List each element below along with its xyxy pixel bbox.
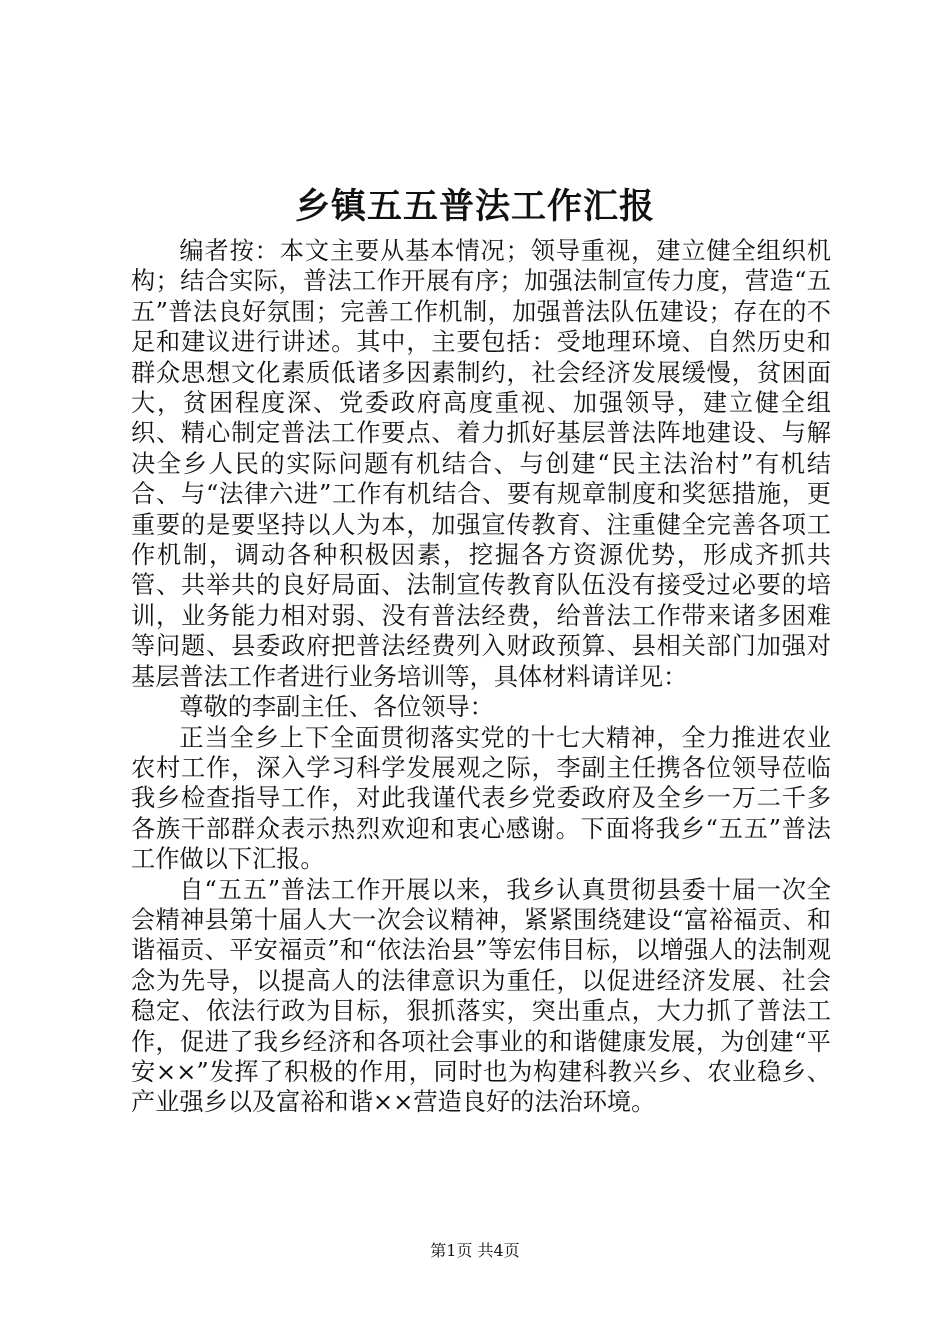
document-body [131,236,831,1118]
document-title: 乡镇五五普法工作汇报 [294,186,655,227]
body-paragraph: 自“五五”普法工作开展以来，我乡认真贯彻县委十届一次全会精神县第十届人大一次会议精神，紧紧围绕建设“富裕福贡、和谐福贡、平安福贡”和“依法治县”等宏伟目标，以增强人的法制观念为先导，以提高人的法律意识为重任，以促进经济发展、社会稳定、依法行政为目标，狠抓落实，突出重点，大力抓了普法工作，促进了我乡经济和各项社会事业的和谐健康发展，为创建“平安××”发挥了积极的作用，同时也为构建科教兴乡、农业稳乡、产业强乡以及富裕和谐××营造良好的法治环境。 [131,875,831,1117]
salutation-paragraph: 尊敬的李副主任、各位领导： [179,693,494,722]
editor-note-paragraph: 编者按：本文主要从基本情况；领导重视，建立健全组织机构；结合实际，普法工作开展有序；加强法制宣传力度，营造“五五”普法良好氛围；完善工作机制，加强普法队伍建设；存在的不足和建议进行讲述。其中，主要包括：受地理环境、自然历史和群众思想文化素质低诸多因素制约，社会经济发展缓慢，贫困面大，贫困程度深、党委政府高度重视、加强领导，建立健全组织、精心制定普法工作要点、着力抓好基层普法阵地建设、与解决全乡人民的实际问题有机结合、与创建“民主法治村”有机结合、与“法律六进”工作有机结合、要有规章制度和奖惩措施，更重要的是要坚持以人为本，加强宣传教育、注重健全完善各项工作机制，调动各种积极因素，挖掘各方资源优势，形成齐抓共管、共举共的良好局面、法制宣传教育队伍没有接受过必要的培训，业务能力相对弱、没有普法经费，给普法工作带来诸多困难等问题、县委政府把普法经费列入财政预算、县相关部门加强对基层普法工作者进行业务培训等，具体材料请详见： [131,237,831,691]
page-footer: 第1页 共4页 [430,1241,520,1260]
body-paragraph: 正当全乡上下全面贯彻落实党的十七大精神，全力推进农业农村工作，深入学习科学发展观之际，李副主任携各位领导莅临我乡检查指导工作，对此我谨代表乡党委政府及全乡一万二千多各族干部群众表示热烈欢迎和衷心感谢。下面将我乡“五五”普法工作做以下汇报。 [131,723,831,874]
